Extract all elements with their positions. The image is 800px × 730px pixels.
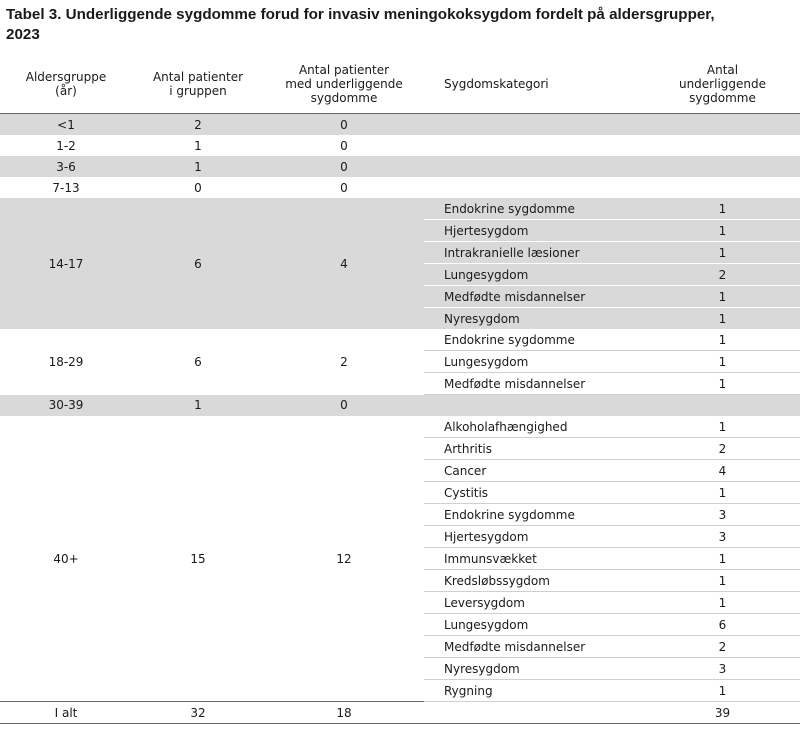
total-patients: 32: [132, 702, 264, 724]
header-age-line-2: (år): [55, 83, 77, 98]
age-group-cell: 30-39: [0, 395, 132, 417]
patients-with-disease-cell: 2: [340, 354, 348, 369]
patients-with-disease-cell: 12: [336, 551, 352, 566]
header-count-line-1: Antal: [706, 62, 739, 77]
table-row: [0, 198, 800, 220]
category-count-cell: 1: [645, 329, 800, 351]
category-count-cell: 1: [645, 308, 800, 330]
category-count-cell: 6: [645, 614, 800, 636]
table-row: [0, 177, 800, 198]
category-count-cell: 2: [645, 636, 800, 658]
category-count-cell: 3: [645, 504, 800, 526]
table-row: [0, 395, 800, 417]
category-count-cell: 1: [645, 220, 800, 242]
category-count-cell: 1: [645, 242, 800, 264]
patients-cell: 2: [132, 114, 264, 136]
category-count-cell: 1: [645, 286, 800, 308]
age-group-cell: 1-2: [56, 138, 76, 153]
header-disease-count: [645, 54, 800, 114]
category-cell: Endokrine sygdomme: [424, 504, 645, 526]
patients-with-disease-cell: 0: [264, 114, 424, 136]
table-title-line-2: 2023: [6, 26, 40, 43]
header-patients-with-disease: [264, 54, 424, 114]
category-count-cell: 1: [645, 416, 800, 438]
patients-cell: 1: [132, 395, 264, 417]
total-row: [0, 702, 800, 724]
header-age-line-1: Aldersgruppe: [25, 69, 107, 84]
table-title: [6, 5, 796, 45]
patients-cell: 6: [132, 198, 264, 329]
category-cell-empty: [424, 114, 645, 136]
age-group-cell: 7-13: [52, 180, 80, 195]
category-count-cell: 1: [645, 548, 800, 570]
category-count-cell: 3: [645, 526, 800, 548]
category-count-cell: 1: [645, 351, 800, 373]
category-cell: Medfødte misdannelser: [424, 636, 645, 658]
category-cell-empty: [424, 395, 645, 417]
category-cell: Immunsvækket: [424, 548, 645, 570]
category-cell-empty: [424, 135, 645, 156]
category-count-cell: 2: [645, 438, 800, 460]
header-with-disease-line-3: sygdomme: [310, 90, 378, 105]
age-group-cell: <1: [0, 114, 132, 136]
total-label: I alt: [0, 702, 132, 724]
category-cell: Arthritis: [424, 438, 645, 460]
category-cell: Hjertesygdom: [424, 526, 645, 548]
header-age-group: [0, 54, 132, 114]
header-with-disease-line-2: med underliggende: [285, 76, 403, 91]
patients-with-disease-cell: 0: [264, 395, 424, 417]
patients-cell: 0: [194, 180, 202, 195]
table-title-line-1: Tabel 3. Underliggende sygdomme forud for invasiv meningokoksygdom fordelt på aldersgrupper,: [6, 6, 715, 23]
category-count-cell-empty: [645, 135, 800, 156]
age-group-cell: 14-17: [0, 198, 132, 329]
category-count-cell: 1: [645, 198, 800, 220]
table-body: [0, 114, 800, 724]
patients-cell: 1: [132, 156, 264, 177]
category-cell: Cystitis: [424, 482, 645, 504]
category-cell: Nyresygdom: [424, 308, 645, 330]
patients-with-disease-cell: 0: [340, 180, 348, 195]
category-cell: Lungesygdom: [424, 614, 645, 636]
disease-table: [0, 54, 800, 724]
category-count-cell: 1: [645, 680, 800, 702]
header-patients-line-2: i gruppen: [169, 83, 227, 98]
table-row: [0, 416, 800, 438]
total-disease-count: 39: [645, 702, 800, 724]
category-cell: Lungesygdom: [424, 264, 645, 286]
category-count-cell-empty: [645, 177, 800, 198]
patients-with-disease-cell: 0: [264, 156, 424, 177]
age-group-cell: 3-6: [0, 156, 132, 177]
category-count-cell-empty: [645, 156, 800, 177]
category-count-cell: 4: [645, 460, 800, 482]
category-count-cell-empty: [645, 395, 800, 417]
patients-cell: 6: [194, 354, 202, 369]
patients-cell: 1: [194, 138, 202, 153]
patients-with-disease-cell: 0: [340, 138, 348, 153]
table-row: [0, 329, 800, 351]
category-cell: Rygning: [424, 680, 645, 702]
category-cell: Leversygdom: [424, 592, 645, 614]
category-count-cell: 1: [645, 373, 800, 395]
category-count-cell: 1: [645, 570, 800, 592]
category-count-cell: 1: [645, 482, 800, 504]
header-category: Sygdomskategori: [444, 76, 549, 91]
header-with-disease-line-1: Antal patienter: [298, 62, 390, 77]
category-cell-empty: [424, 177, 645, 198]
patients-with-disease-cell: 4: [264, 198, 424, 329]
category-count-cell: 1: [645, 592, 800, 614]
category-cell: Medfødte misdannelser: [424, 286, 645, 308]
header-count-line-2: underliggende: [678, 76, 767, 91]
category-cell: Lungesygdom: [424, 351, 645, 373]
category-cell: Intrakranielle læsioner: [424, 242, 645, 264]
header-patients: [132, 54, 264, 114]
header-count-line-3: sygdomme: [689, 90, 756, 105]
category-cell: Cancer: [424, 460, 645, 482]
header-patients-line-1: Antal patienter: [152, 69, 244, 84]
total-category-empty: [424, 702, 645, 724]
table-row: [0, 135, 800, 156]
table-header: [0, 54, 800, 114]
category-cell: Medfødte misdannelser: [424, 373, 645, 395]
category-count-cell: 3: [645, 658, 800, 680]
category-cell: Hjertesygdom: [424, 220, 645, 242]
table-row: [0, 156, 800, 177]
age-group-cell: 18-29: [48, 354, 84, 369]
age-group-cell: 40+: [53, 551, 79, 566]
category-cell: Nyresygdom: [424, 658, 645, 680]
category-cell: Kredsløbssygdom: [424, 570, 645, 592]
category-cell: Endokrine sygdomme: [424, 329, 645, 351]
category-cell-empty: [424, 156, 645, 177]
category-cell: Alkoholafhængighed: [424, 416, 645, 438]
patients-cell: 15: [190, 551, 206, 566]
category-cell: Endokrine sygdomme: [424, 198, 645, 220]
category-count-cell-empty: [645, 114, 800, 136]
table-row: [0, 114, 800, 136]
category-count-cell: 2: [645, 264, 800, 286]
total-with-disease: 18: [264, 702, 424, 724]
